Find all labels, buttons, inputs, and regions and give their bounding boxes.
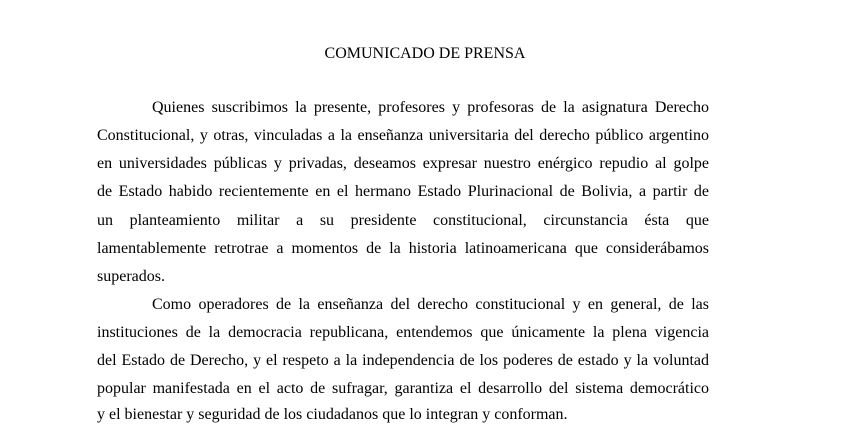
paragraph-line: Como operadores de la enseñanza del derecho constitucional y en general, de las [152,296,709,313]
paragraph-line: lamentablemente retrotrae a momentos de la historia latinoamericana que considerábamos [97,240,709,257]
document-title: COMUNICADO DE PRENSA [324,45,526,62]
paragraph-line: superados. [97,268,165,285]
paragraph-line: un planteamiento militar a su presidente constitucional, circunstancia ésta que [97,212,709,229]
paragraph-line: Constitucional, y otras, vinculadas a la enseñanza universitaria del derecho público argentino [97,127,709,144]
paragraph-line: Quienes suscribimos la presente, profesores y profesoras de la asignatura Derecho [152,99,709,116]
paragraph-line: y el bienestar y seguridad de los ciudadanos que lo integran y conforman. [97,406,568,423]
paragraph-line: instituciones de la democracia republicana, entendemos que únicamente la plena vigencia [97,324,709,341]
paragraph-line: en universidades públicas y privadas, deseamos expresar nuestro enérgico repudio al golpe [97,155,709,172]
paragraph-line: de Estado habido recientemente en el hermano Estado Plurinacional de Bolivia, a partir de [97,183,709,200]
paragraph-line: del Estado de Derecho, y el respeto a la independencia de los poderes de estado y la voluntad [97,352,709,369]
paragraph-line: popular manifestada en el acto de sufragar, garantiza el desarrollo del sistema democrático [97,380,709,397]
